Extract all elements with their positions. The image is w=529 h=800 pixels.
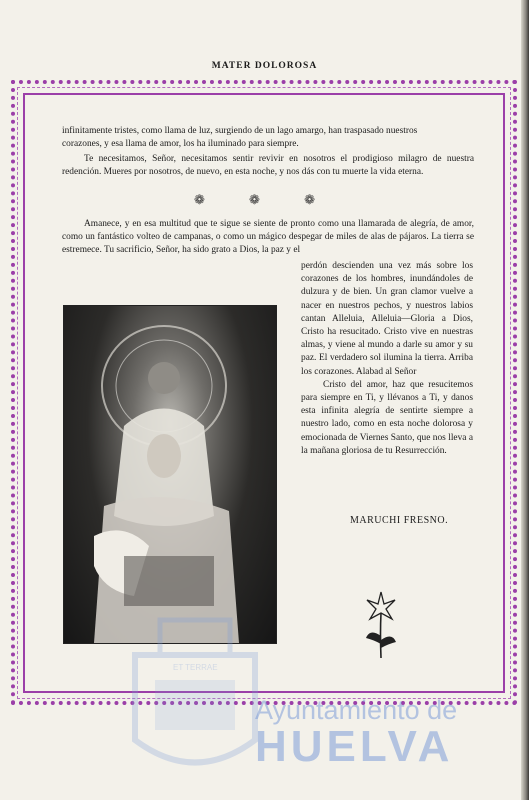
paragraph-2-text: Te necesitamos, Señor, necesitamos sentir revivir en nosotros el prodigioso milagro de nuestra redención. Mueres por nosotros, de nuevo, en esta noche, y nos dás con tu muerte la vida eterna. xyxy=(62,154,474,178)
author-signature: MARUCHI FRESNO. xyxy=(350,515,449,526)
watermark-line-2: HUELVA xyxy=(255,722,454,771)
virgin-photograph xyxy=(63,305,277,644)
paragraph-1 xyxy=(62,125,474,151)
seal-text: ET TERRAE xyxy=(173,663,218,672)
paragraph-3-text: Amanece, y en esa multitud que te sigue se siente de pronto como una llamarada de alegría, de amor, como un fantástico volteo de campanas, o como un mágico despegar de miles de alas de pájaros. La tierra se estremece. Tu sacrificio, Señor, ha sido grato a Dios, la paz y el xyxy=(62,219,474,256)
lily-flower-icon xyxy=(362,588,400,660)
right-column-text-1: perdón descienden una vez más sobre los corazones de los hombres, inundándoles de dulzura y de bien. Un gran clamor vuelve a nacer en nuestros pechos, y nuestros labios cantan Alleluia, Alleluia—Gloria a Dios, Cristo ha resucitado. Cristo vive en nuestras almas, y viene al mundo a darle su amor y su paz. El verdadero sol ilumina la tierra. Arriba los corazones. Alabad al Señor xyxy=(301,261,473,377)
paragraph-2 xyxy=(62,153,474,179)
ornament-divider: ❁ ❁ ❁ xyxy=(194,193,335,208)
book-spine-shadow xyxy=(521,0,529,800)
virgin-figure-illustration xyxy=(64,306,276,643)
paragraph-1-line-2: corazones, y esa llama de amor, los ha iluminado para siempre. xyxy=(62,139,299,150)
right-column xyxy=(301,260,473,458)
running-head: MATER DOLOROSA xyxy=(211,61,318,71)
paragraph-3 xyxy=(62,218,474,258)
watermark-line-1: Ayuntamiento de xyxy=(255,695,458,725)
right-column-text-2: Cristo del amor, haz que resucitemos para siempre en Ti, y llévanos a Ti, y danos esta infinita alegría de sentirte siempre a nuestro lado, como en esta noche dolorosa y emocionada de Viernes Santo, que nos lleva a la mañana gloriosa de tu Resurrección. xyxy=(301,379,473,456)
paragraph-1-line-1: infinitamente tristes, como llama de luz, surgiendo de un lago amargo, han traspasado nuestros xyxy=(62,126,418,136)
